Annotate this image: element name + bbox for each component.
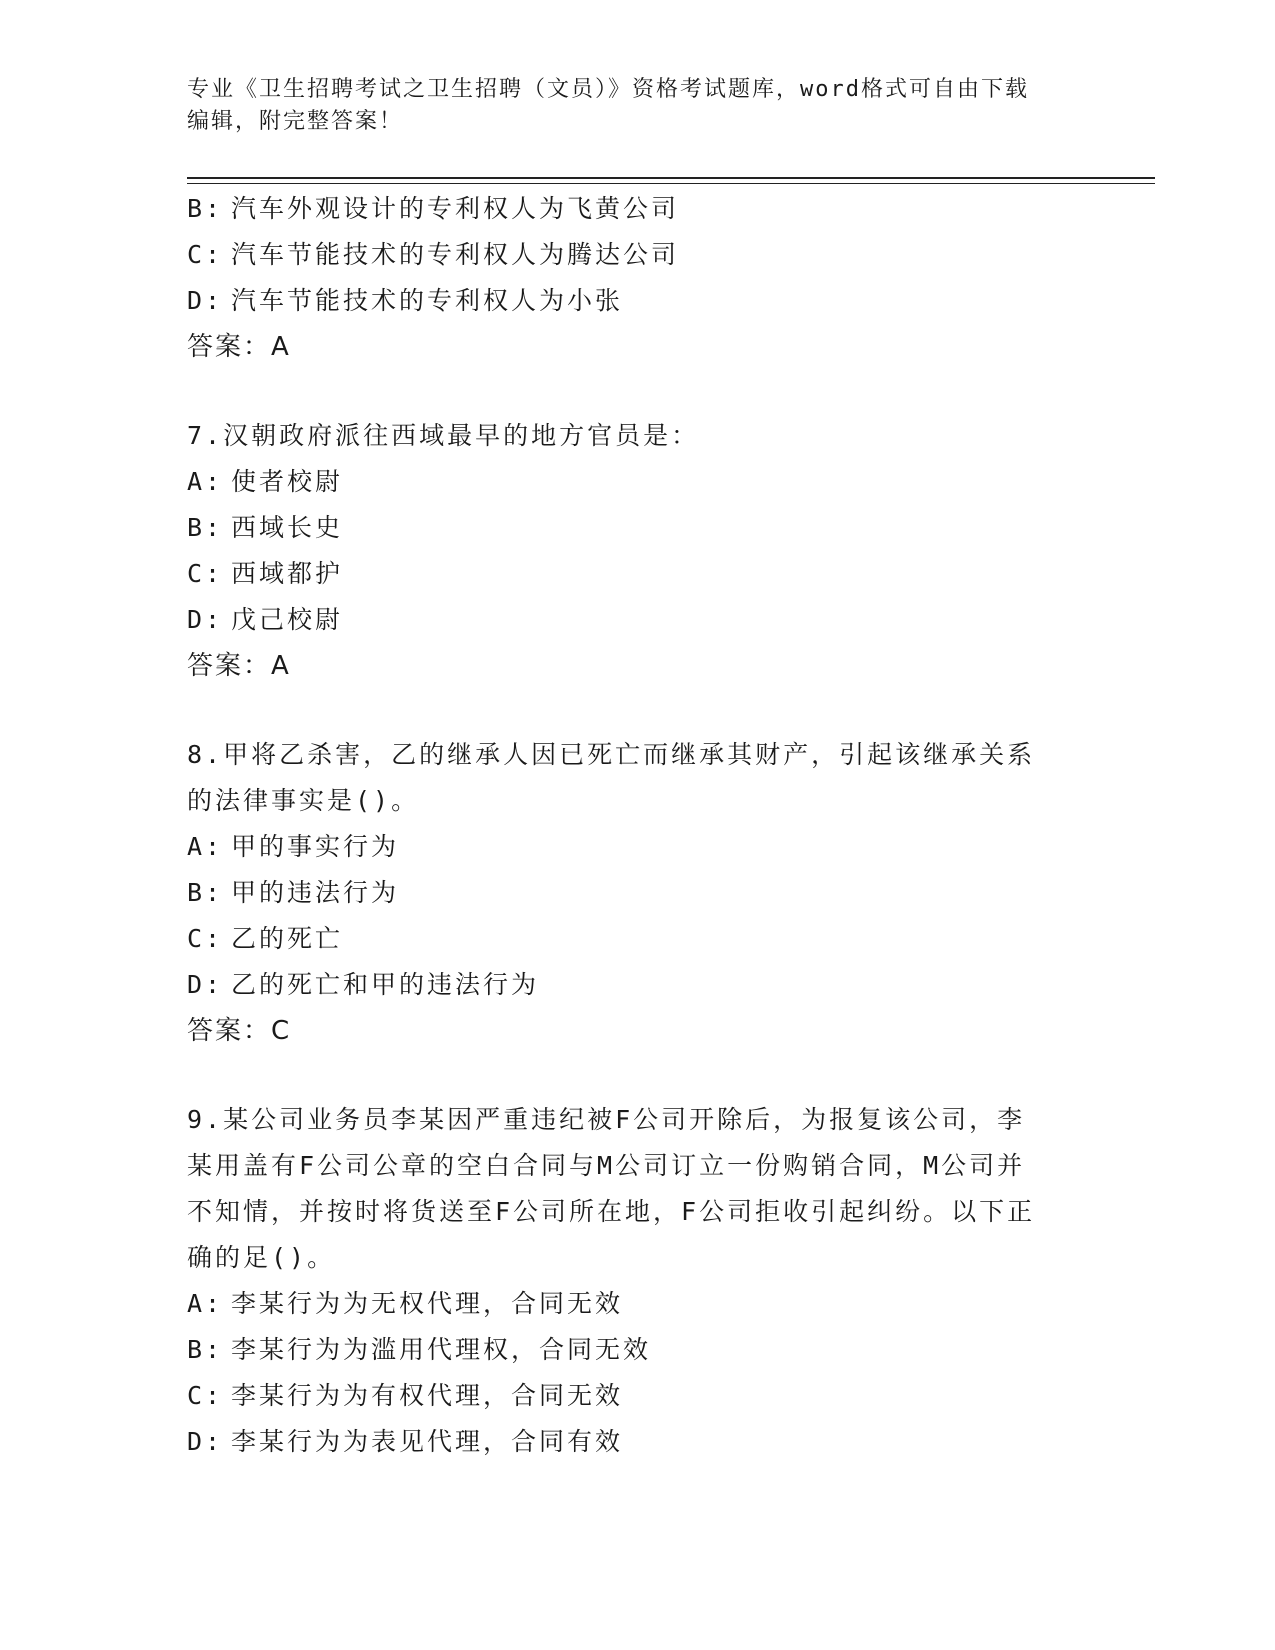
option-a bbox=[187, 459, 1087, 505]
spacer bbox=[187, 370, 1087, 413]
question-9 bbox=[187, 1097, 1087, 1465]
option-label: A: bbox=[187, 467, 224, 496]
header-divider-thin bbox=[187, 183, 1155, 184]
option-label: D: bbox=[187, 1427, 224, 1456]
option-a bbox=[187, 824, 1087, 870]
option-text: 西域长史 bbox=[231, 513, 344, 542]
option-text: 乙的死亡 bbox=[231, 924, 344, 953]
option-b bbox=[187, 505, 1087, 551]
question-7 bbox=[187, 413, 1087, 689]
option-label: C: bbox=[187, 1381, 224, 1410]
option-d bbox=[187, 962, 1087, 1008]
question-6 bbox=[187, 186, 1087, 370]
question-stem: 某用盖有F公司公章的空白合同与M公司订立一份购销合同，M公司并 bbox=[187, 1151, 1026, 1180]
option-label: C: bbox=[187, 559, 224, 588]
answer-line: 答案：A bbox=[187, 332, 291, 362]
option-label: A: bbox=[187, 832, 224, 861]
option-label: D: bbox=[187, 286, 224, 315]
question-8 bbox=[187, 732, 1087, 1054]
option-text: 李某行为为无权代理，合同无效 bbox=[231, 1289, 624, 1318]
document-header bbox=[187, 74, 1087, 138]
option-c bbox=[187, 1373, 1087, 1419]
option-label: A: bbox=[187, 1289, 224, 1318]
option-text: 使者校尉 bbox=[231, 467, 344, 496]
option-text: 汽车节能技术的专利权人为腾达公司 bbox=[231, 240, 680, 269]
answer-line: 答案：C bbox=[187, 1016, 292, 1046]
option-a bbox=[187, 1281, 1087, 1327]
question-stem: 不知情，并按时将货送至F公司所在地，F公司拒收引起纠纷。以下正 bbox=[187, 1197, 1036, 1226]
option-text: 汽车节能技术的专利权人为小张 bbox=[231, 286, 624, 315]
option-text: 戊己校尉 bbox=[231, 605, 344, 634]
option-b bbox=[187, 186, 1087, 232]
option-label: D: bbox=[187, 970, 224, 999]
option-label: B: bbox=[187, 194, 224, 223]
header-line-2: 编辑，附完整答案！ bbox=[187, 109, 404, 134]
option-text: 甲的事实行为 bbox=[231, 832, 400, 861]
option-c bbox=[187, 232, 1087, 278]
option-label: C: bbox=[187, 924, 224, 953]
option-text: 汽车外观设计的专利权人为飞黄公司 bbox=[231, 194, 680, 223]
spacer bbox=[187, 689, 1087, 732]
option-label: B: bbox=[187, 878, 224, 907]
option-label: B: bbox=[187, 1335, 224, 1364]
option-c bbox=[187, 551, 1087, 597]
header-line-1: 专业《卫生招聘考试之卫生招聘（文员）》资格考试题库，word格式可自由下载 bbox=[187, 77, 1029, 102]
question-stem: 7.汉朝政府派往西域最早的地方官员是： bbox=[187, 421, 700, 450]
option-text: 李某行为为滥用代理权，合同无效 bbox=[231, 1335, 652, 1364]
question-list bbox=[187, 186, 1087, 1465]
option-label: C: bbox=[187, 240, 224, 269]
option-c bbox=[187, 916, 1087, 962]
option-b bbox=[187, 1327, 1087, 1373]
option-label: D: bbox=[187, 605, 224, 634]
question-stem: 9.某公司业务员李某因严重违纪被F公司开除后，为报复该公司，李 bbox=[187, 1105, 1026, 1134]
option-text: 西域都护 bbox=[231, 559, 344, 588]
question-stem: 8.甲将乙杀害，乙的继承人因已死亡而继承其财产，引起该继承关系 bbox=[187, 740, 1036, 769]
option-text: 乙的死亡和甲的违法行为 bbox=[231, 970, 540, 999]
option-text: 甲的违法行为 bbox=[231, 878, 400, 907]
option-text: 李某行为为表见代理，合同有效 bbox=[231, 1427, 624, 1456]
header-divider-thick bbox=[187, 177, 1155, 179]
option-d bbox=[187, 597, 1087, 643]
option-b bbox=[187, 870, 1087, 916]
option-d bbox=[187, 1419, 1087, 1465]
question-stem: 确的足()。 bbox=[187, 1243, 336, 1272]
option-text: 李某行为为有权代理，合同无效 bbox=[231, 1381, 624, 1410]
option-d bbox=[187, 278, 1087, 324]
question-stem: 的法律事实是()。 bbox=[187, 786, 420, 815]
answer-line: 答案：A bbox=[187, 651, 291, 681]
spacer bbox=[187, 1054, 1087, 1097]
option-label: B: bbox=[187, 513, 224, 542]
